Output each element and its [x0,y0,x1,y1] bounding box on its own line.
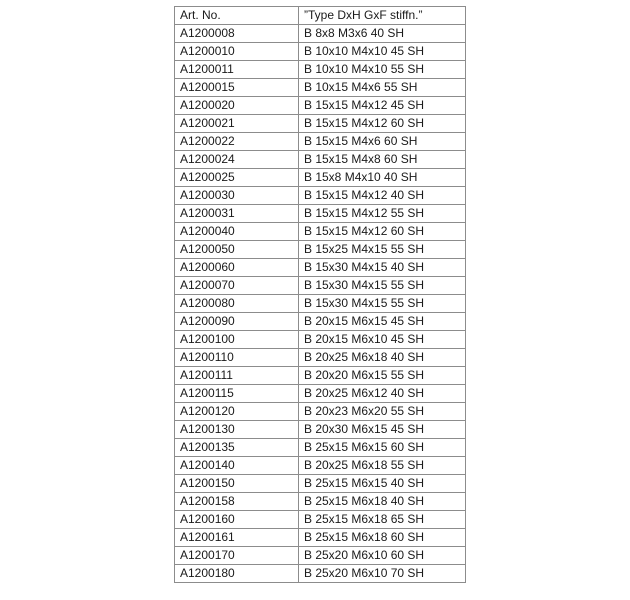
cell-art-no: A1200140 [175,457,299,475]
cell-type: B 10x15 M4x6 55 SH [299,79,466,97]
table-header-row [175,7,466,25]
cell-type: B 8x8 M3x6 40 SH [299,25,466,43]
cell-art-no: A1200024 [175,151,299,169]
cell-type: B 10x10 M4x10 55 SH [299,61,466,79]
cell-art-no: A1200180 [175,565,299,583]
table-row [175,493,466,511]
cell-type: B 25x20 M6x10 70 SH [299,565,466,583]
cell-type: B 15x30 M4x15 55 SH [299,277,466,295]
cell-type: B 15x15 M4x12 45 SH [299,97,466,115]
table-row [175,133,466,151]
table-row [175,385,466,403]
table-row [175,367,466,385]
cell-art-no: A1200060 [175,259,299,277]
cell-type: B 15x15 M4x12 60 SH [299,223,466,241]
cell-type: B 20x15 M6x10 45 SH [299,331,466,349]
table-row [175,331,466,349]
cell-art-no: A1200022 [175,133,299,151]
cell-art-no: A1200135 [175,439,299,457]
table-row [175,475,466,493]
table-row [175,511,466,529]
cell-art-no: A1200100 [175,331,299,349]
cell-art-no: A1200031 [175,205,299,223]
cell-art-no: A1200160 [175,511,299,529]
cell-type: B 20x25 M6x18 55 SH [299,457,466,475]
cell-art-no: A1200110 [175,349,299,367]
table-row [175,529,466,547]
column-header-type: ”Type DxH GxF stiffn.” [299,7,466,25]
cell-type: B 15x15 M4x6 60 SH [299,133,466,151]
table-row [175,25,466,43]
table-row [175,187,466,205]
cell-art-no: A1200020 [175,97,299,115]
cell-type: B 20x25 M6x18 40 SH [299,349,466,367]
cell-art-no: A1200015 [175,79,299,97]
cell-type: B 15x15 M4x12 60 SH [299,115,466,133]
table-row [175,223,466,241]
cell-type: B 10x10 M4x10 45 SH [299,43,466,61]
cell-type: B 15x15 M4x8 60 SH [299,151,466,169]
cell-art-no: A1200010 [175,43,299,61]
cell-art-no: A1200050 [175,241,299,259]
cell-art-no: A1200161 [175,529,299,547]
cell-art-no: A1200025 [175,169,299,187]
cell-art-no: A1200158 [175,493,299,511]
cell-art-no: A1200080 [175,295,299,313]
cell-type: B 15x25 M4x15 55 SH [299,241,466,259]
cell-art-no: A1200130 [175,421,299,439]
article-table-container [174,6,465,583]
cell-art-no: A1200115 [175,385,299,403]
cell-type: B 20x25 M6x12 40 SH [299,385,466,403]
cell-art-no: A1200008 [175,25,299,43]
table-row [175,439,466,457]
cell-type: B 15x15 M4x12 40 SH [299,187,466,205]
table-row [175,295,466,313]
cell-type: B 25x15 M6x15 60 SH [299,439,466,457]
cell-type: B 15x15 M4x12 55 SH [299,205,466,223]
table-row [175,259,466,277]
cell-art-no: A1200170 [175,547,299,565]
table-row [175,169,466,187]
cell-type: B 25x20 M6x10 60 SH [299,547,466,565]
table-row [175,313,466,331]
table-row [175,115,466,133]
cell-type: B 20x20 M6x15 55 SH [299,367,466,385]
cell-type: B 25x15 M6x15 40 SH [299,475,466,493]
cell-type: B 20x15 M6x15 45 SH [299,313,466,331]
table-row [175,205,466,223]
column-header-art-no: Art. No. [175,7,299,25]
cell-art-no: A1200040 [175,223,299,241]
table-row [175,547,466,565]
cell-art-no: A1200111 [175,367,299,385]
cell-type: B 25x15 M6x18 60 SH [299,529,466,547]
table-row [175,277,466,295]
table-row [175,421,466,439]
table-row [175,349,466,367]
cell-art-no: A1200150 [175,475,299,493]
cell-type: B 20x23 M6x20 55 SH [299,403,466,421]
table-body [175,25,466,583]
cell-type: B 25x15 M6x18 40 SH [299,493,466,511]
cell-art-no: A1200021 [175,115,299,133]
cell-type: B 25x15 M6x18 65 SH [299,511,466,529]
table-row [175,43,466,61]
cell-art-no: A1200090 [175,313,299,331]
table-row [175,403,466,421]
cell-type: B 15x8 M4x10 40 SH [299,169,466,187]
table-row [175,565,466,583]
cell-art-no: A1200030 [175,187,299,205]
table-row [175,457,466,475]
cell-type: B 15x30 M4x15 40 SH [299,259,466,277]
cell-art-no: A1200011 [175,61,299,79]
cell-art-no: A1200120 [175,403,299,421]
table-row [175,151,466,169]
cell-art-no: A1200070 [175,277,299,295]
article-table [174,6,466,583]
table-row [175,241,466,259]
cell-type: B 20x30 M6x15 45 SH [299,421,466,439]
table-row [175,79,466,97]
table-row [175,97,466,115]
cell-type: B 15x30 M4x15 55 SH [299,295,466,313]
table-row [175,61,466,79]
